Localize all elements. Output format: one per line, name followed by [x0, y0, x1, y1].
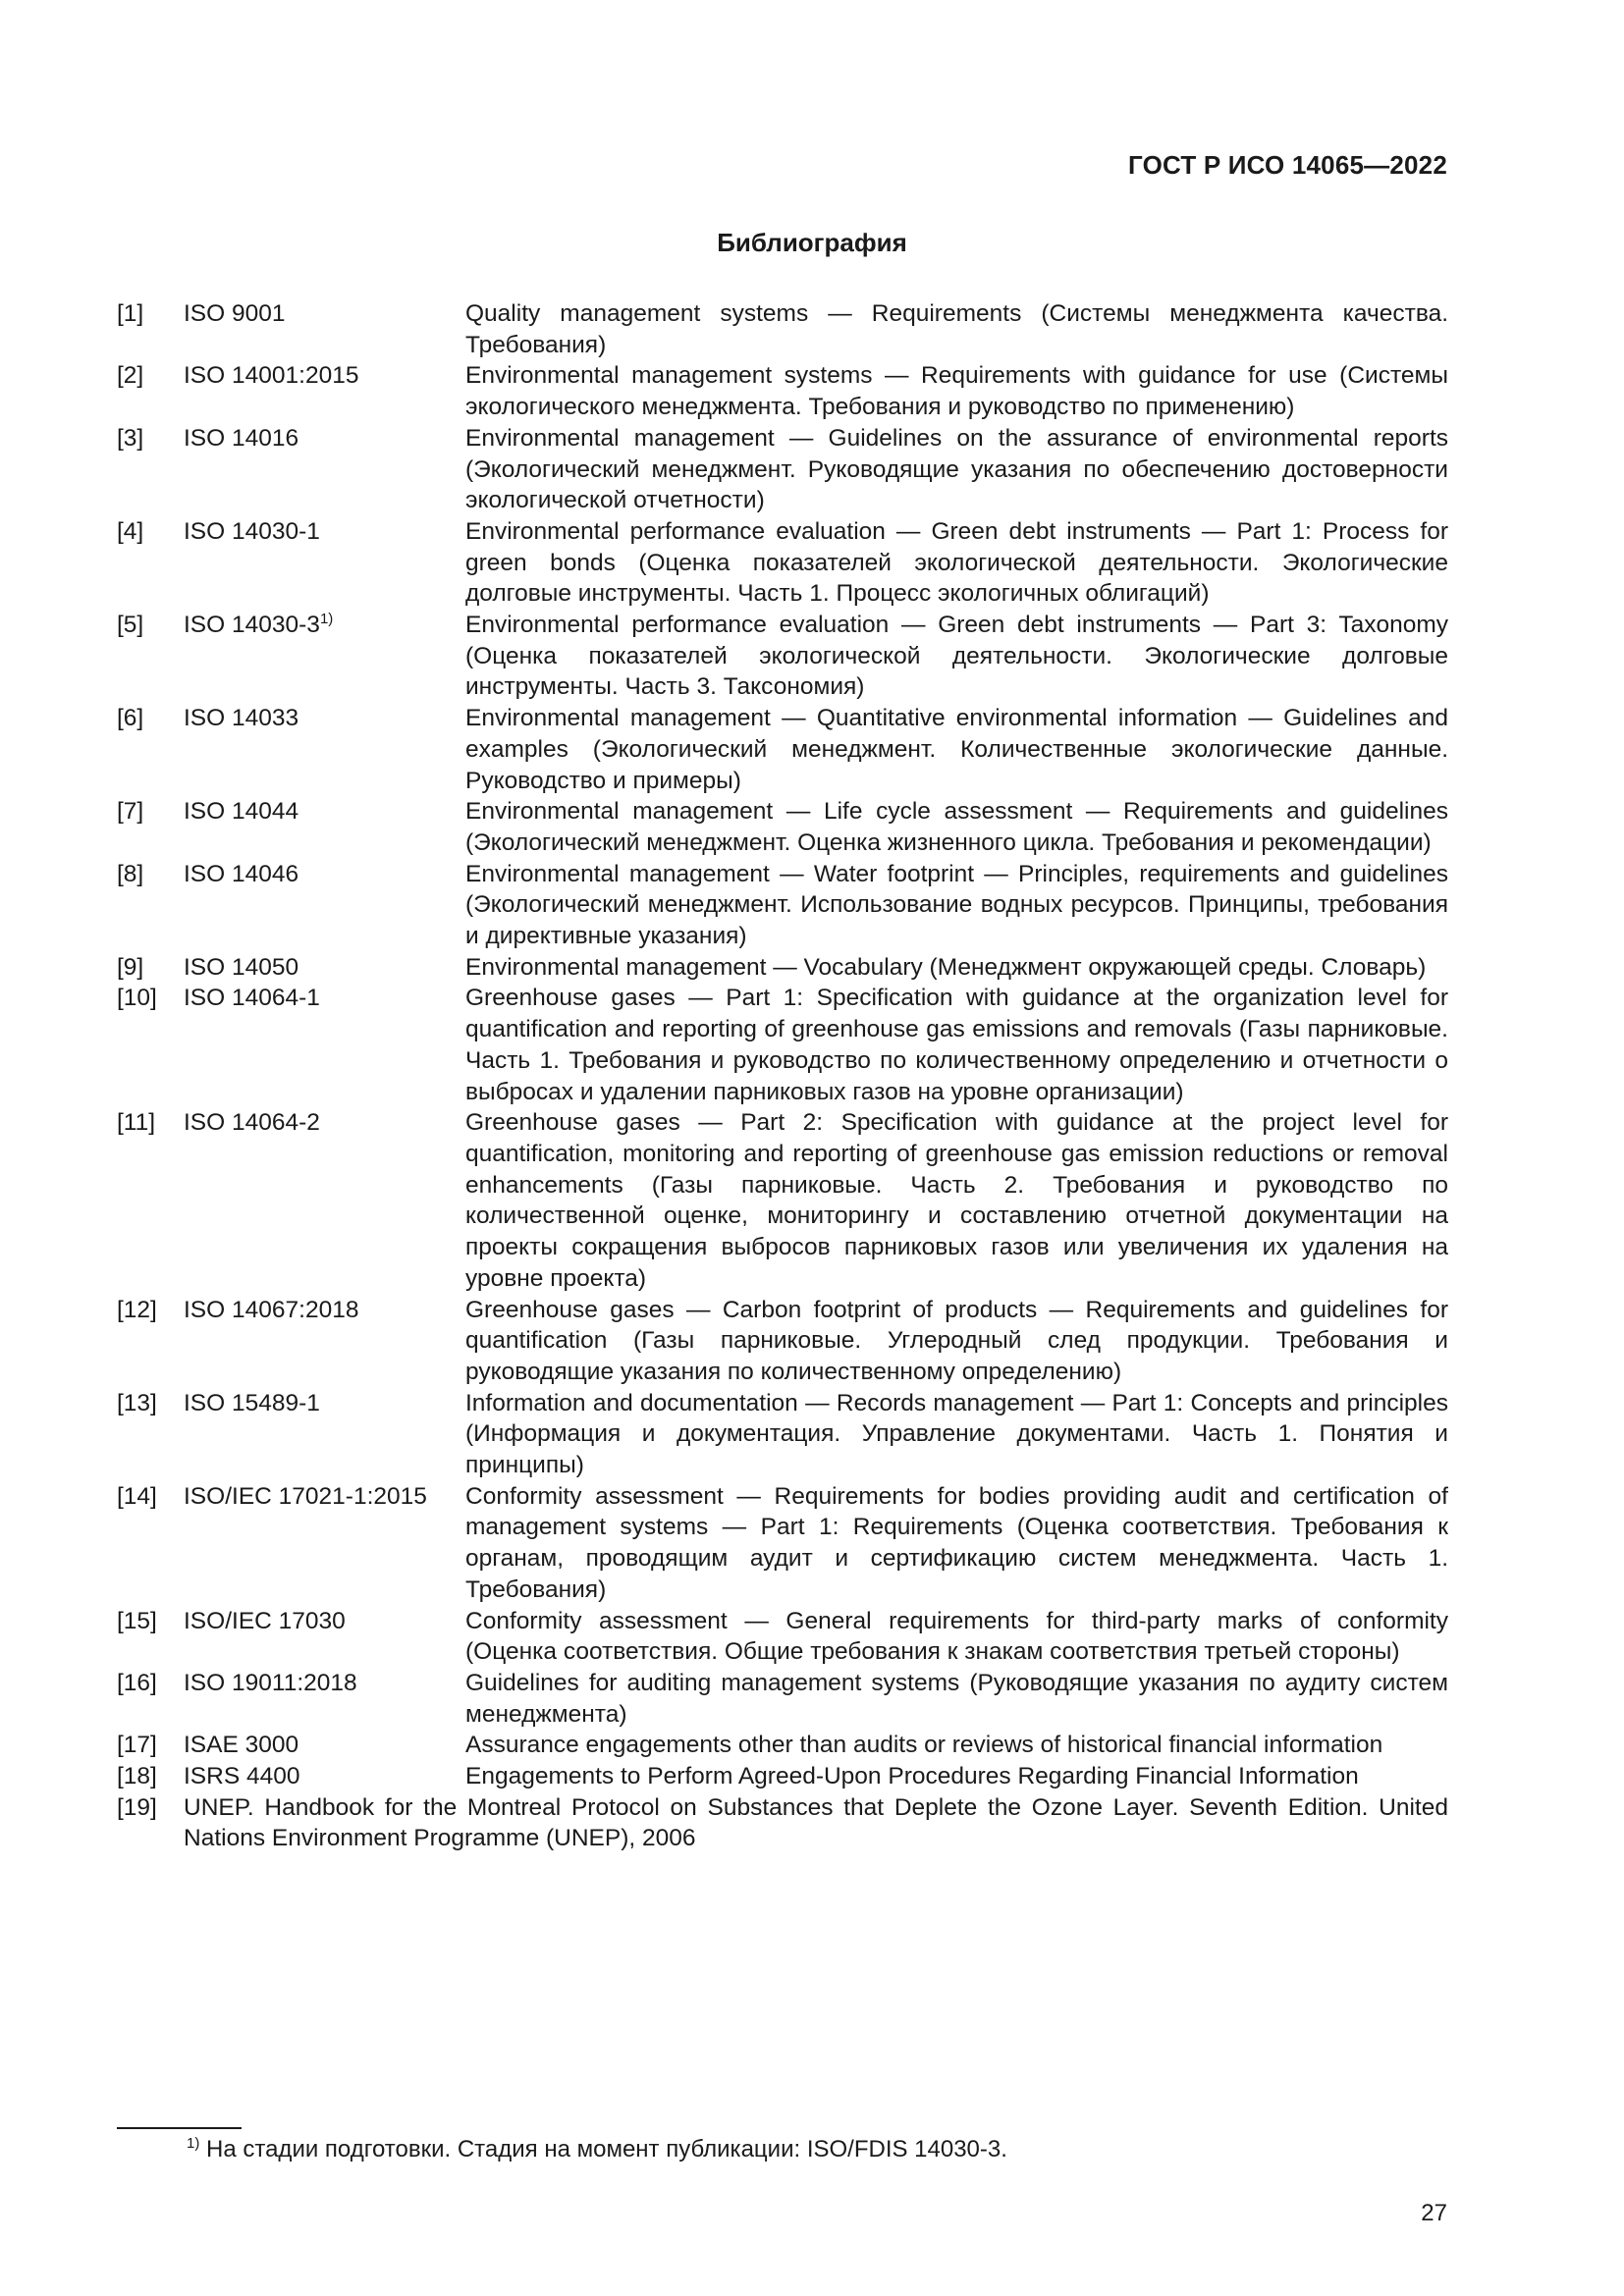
bibliography-entry [117, 983, 1448, 1107]
footnote [187, 2136, 1007, 2163]
entry-title: Environmental management — Vocabulary (Менеджмент окружающей среды. Словарь) [465, 953, 1427, 981]
entry-standard-code [184, 1730, 465, 1761]
entry-title: Conformity assessment — Requirements for bodies providing audit and certification of management systems — Part 1: Requirements (Оценка соответствия. Требования к органам, проводящим аудит и сертификацию систем менеджмента. Часть 1. Требования) [465, 1482, 1448, 1603]
document-code-header: ГОСТ Р ИСО 14065—2022 [1127, 150, 1447, 180]
entry-title: Environmental performance evaluation — Green debt instruments — Part 3: Taxonomy (Оценка показателей экологической деятельности. Экологические долговые инструменты. Часть 3. Таксономия) [465, 612, 1448, 701]
entry-standard-code [184, 952, 465, 984]
bibliography-entry [117, 796, 1448, 858]
entry-standard-code [184, 1388, 465, 1481]
entry-standard-code [184, 516, 465, 610]
entry-number: [12] [117, 1296, 157, 1323]
footnote-marker: 1) [187, 2135, 200, 2152]
entry-number: [18] [117, 1763, 157, 1790]
entry-title: Guidelines for auditing management systems (Руководящие указания по аудиту систем менеджмента) [465, 1669, 1448, 1728]
entry-title: Greenhouse gases — Part 2: Specification with guidance at the project level for quantification, monitoring and reporting of greenhouse gas emission reductions or removal enhancements (Газы парниковые. Часть 2. Требования и руководство по количественной оценке, мониторингу и составлению отчетной документации на проекты сокращения выбросов парниковых газов или увеличения их удаления на уровне проекта) [465, 1109, 1448, 1292]
bibliography-entry [117, 516, 1448, 610]
entry-code-text: ISO/IEC 17030 [184, 1607, 346, 1634]
entry-standard-code [184, 1481, 465, 1606]
entry-title: Engagements to Perform Agreed-Upon Procedures Regarding Financial Information [465, 1763, 1359, 1790]
footnote-separator [117, 2127, 242, 2129]
entry-code-text: ISRS 4400 [184, 1763, 300, 1790]
footnote-reference: 1) [319, 611, 334, 628]
entry-title: Quality management systems — Requirements (Системы менеджмента качества. Требования) [465, 300, 1448, 358]
entry-code-text: ISO 14050 [184, 953, 299, 981]
bibliography-entry [117, 1295, 1448, 1388]
entry-standard-code [184, 703, 465, 796]
bibliography-entry [117, 610, 1448, 703]
entry-standard-code [184, 1295, 465, 1388]
page-title: Библиография [717, 228, 907, 257]
entry-number: [9] [117, 953, 144, 981]
entry-code-text: ISO 14030-1 [184, 517, 320, 545]
entry-code-text: ISO 14016 [184, 424, 299, 452]
entry-number: [5] [117, 612, 144, 639]
entry-title: Conformity assessment — General requirements for third-party marks of conformity (Оценка соответствия. Общие требования к знакам соответствия третьей стороны) [465, 1607, 1448, 1666]
entry-code-text: ISO 19011:2018 [184, 1669, 357, 1696]
entry-standard-code [184, 1668, 465, 1730]
entry-number: [1] [117, 300, 144, 327]
entry-code-text: ISO 14064-1 [184, 985, 320, 1012]
entry-standard-code [184, 360, 465, 422]
page-number: 27 [1421, 2200, 1447, 2226]
entry-standard-code [184, 1107, 465, 1294]
entry-code-text: ISO 14001:2015 [184, 362, 359, 390]
footnote-text: На стадии подготовки. Стадия на момент публикации: ISO/FDIS 14030-3. [206, 2136, 1007, 2163]
entry-number: [7] [117, 798, 144, 826]
entry-standard-code [184, 796, 465, 858]
bibliography-entry-last [117, 1792, 1448, 1854]
entry-number: [19] [117, 1793, 157, 1821]
entry-number: [17] [117, 1732, 157, 1759]
bibliography-entry [117, 423, 1448, 516]
entry-code-text: ISO 14046 [184, 860, 299, 887]
entry-number: [8] [117, 860, 144, 887]
entry-title: Environmental performance evaluation — Green debt instruments — Part 1: Process for green bonds (Оценка показателей экологической деятельности. Экологические долговые инструменты. Часть 1. Процесс экологичных облигаций) [465, 517, 1448, 608]
entry-title: Environmental management — Quantitative environmental information — Guidelines and examples (Экологический менеджмент. Количественные экологические данные. Руководство и примеры) [465, 705, 1448, 794]
entry-title: UNEP. Handbook for the Montreal Protocol on Substances that Deplete the Ozone Layer. Seventh Edition. United Nations Environment Programme (UNEP), 2006 [184, 1793, 1448, 1852]
entry-code-text: ISO 9001 [184, 300, 286, 327]
bibliography-list [117, 298, 1448, 1854]
entry-standard-code [184, 1606, 465, 1668]
entry-number: [15] [117, 1607, 157, 1634]
entry-number: [3] [117, 424, 144, 452]
bibliography-entry [117, 1388, 1448, 1481]
bibliography-entry [117, 703, 1448, 796]
bibliography-entry [117, 952, 1448, 984]
entry-number: [16] [117, 1669, 157, 1696]
bibliography-entry [117, 1761, 1448, 1792]
entry-standard-code [184, 423, 465, 516]
entry-title: Environmental management — Water footprint — Principles, requirements and guidelines (Экологический менеджмент. Использование водных ресурсов. Принципы, требования и директивные указания) [465, 860, 1448, 950]
bibliography-entry [117, 859, 1448, 952]
bibliography-entry [117, 1107, 1448, 1294]
entry-number: [4] [117, 517, 144, 545]
entry-title: Greenhouse gases — Part 1: Specification with guidance at the organization level for quantification and reporting of greenhouse gas emissions and removals (Газы парниковые. Часть 1. Требования и руководство по количественному определению и отчетности о выбросах и удалении парниковых газов на уровне организации) [465, 985, 1448, 1105]
entry-code-text: ISO 14030-3 [184, 612, 320, 639]
entry-number: [14] [117, 1482, 157, 1510]
bibliography-entry [117, 1730, 1448, 1761]
bibliography-entry [117, 360, 1448, 422]
entry-code-text: ISO 14064-2 [184, 1109, 320, 1137]
entry-standard-code [184, 859, 465, 952]
entry-title: Environmental management systems — Requirements with guidance for use (Системы экологического менеджмента. Требования и руководство по применению) [465, 362, 1448, 421]
entry-standard-code [184, 298, 465, 360]
entry-title: Environmental management — Life cycle assessment — Requirements and guidelines (Экологический менеджмент. Оценка жизненного цикла. Требования и рекомендации) [465, 798, 1448, 856]
entry-title: Environmental management — Guidelines on the assurance of environmental reports (Экологический менеджмент. Руководящие указания по обеспечению достоверности экологической отчетности) [465, 424, 1448, 514]
entry-code-text: ISAE 3000 [184, 1732, 299, 1759]
entry-code-text: ISO 14033 [184, 705, 299, 732]
bibliography-entry [117, 298, 1448, 360]
entry-title: Greenhouse gases — Carbon footprint of products — Requirements and guidelines for quantification (Газы парниковые. Углеродный след продукции. Требования и руководящие указания по количественному определению) [465, 1296, 1448, 1385]
entry-number: [10] [117, 985, 157, 1012]
entry-number: [13] [117, 1389, 157, 1416]
entry-standard-code [184, 983, 465, 1107]
entry-code-text: ISO 14044 [184, 798, 299, 826]
entry-title: Assurance engagements other than audits or reviews of historical financial information [465, 1732, 1383, 1759]
entry-standard-code [184, 1761, 465, 1792]
entry-code-text: ISO/IEC 17021-1:2015 [184, 1482, 427, 1510]
entry-number: [2] [117, 362, 144, 390]
entry-number: [11] [117, 1109, 156, 1137]
entry-standard-code [184, 610, 465, 703]
entry-code-text: ISO 14067:2018 [184, 1296, 359, 1323]
bibliography-entry [117, 1481, 1448, 1606]
entry-title: Information and documentation — Records management — Part 1: Concepts and principles (Информация и документация. Управление документами. Часть 1. Понятия и принципы) [465, 1389, 1448, 1479]
entry-code-text: ISO 15489-1 [184, 1389, 320, 1416]
bibliography-entry [117, 1606, 1448, 1668]
entry-number: [6] [117, 705, 144, 732]
bibliography-entry [117, 1668, 1448, 1730]
